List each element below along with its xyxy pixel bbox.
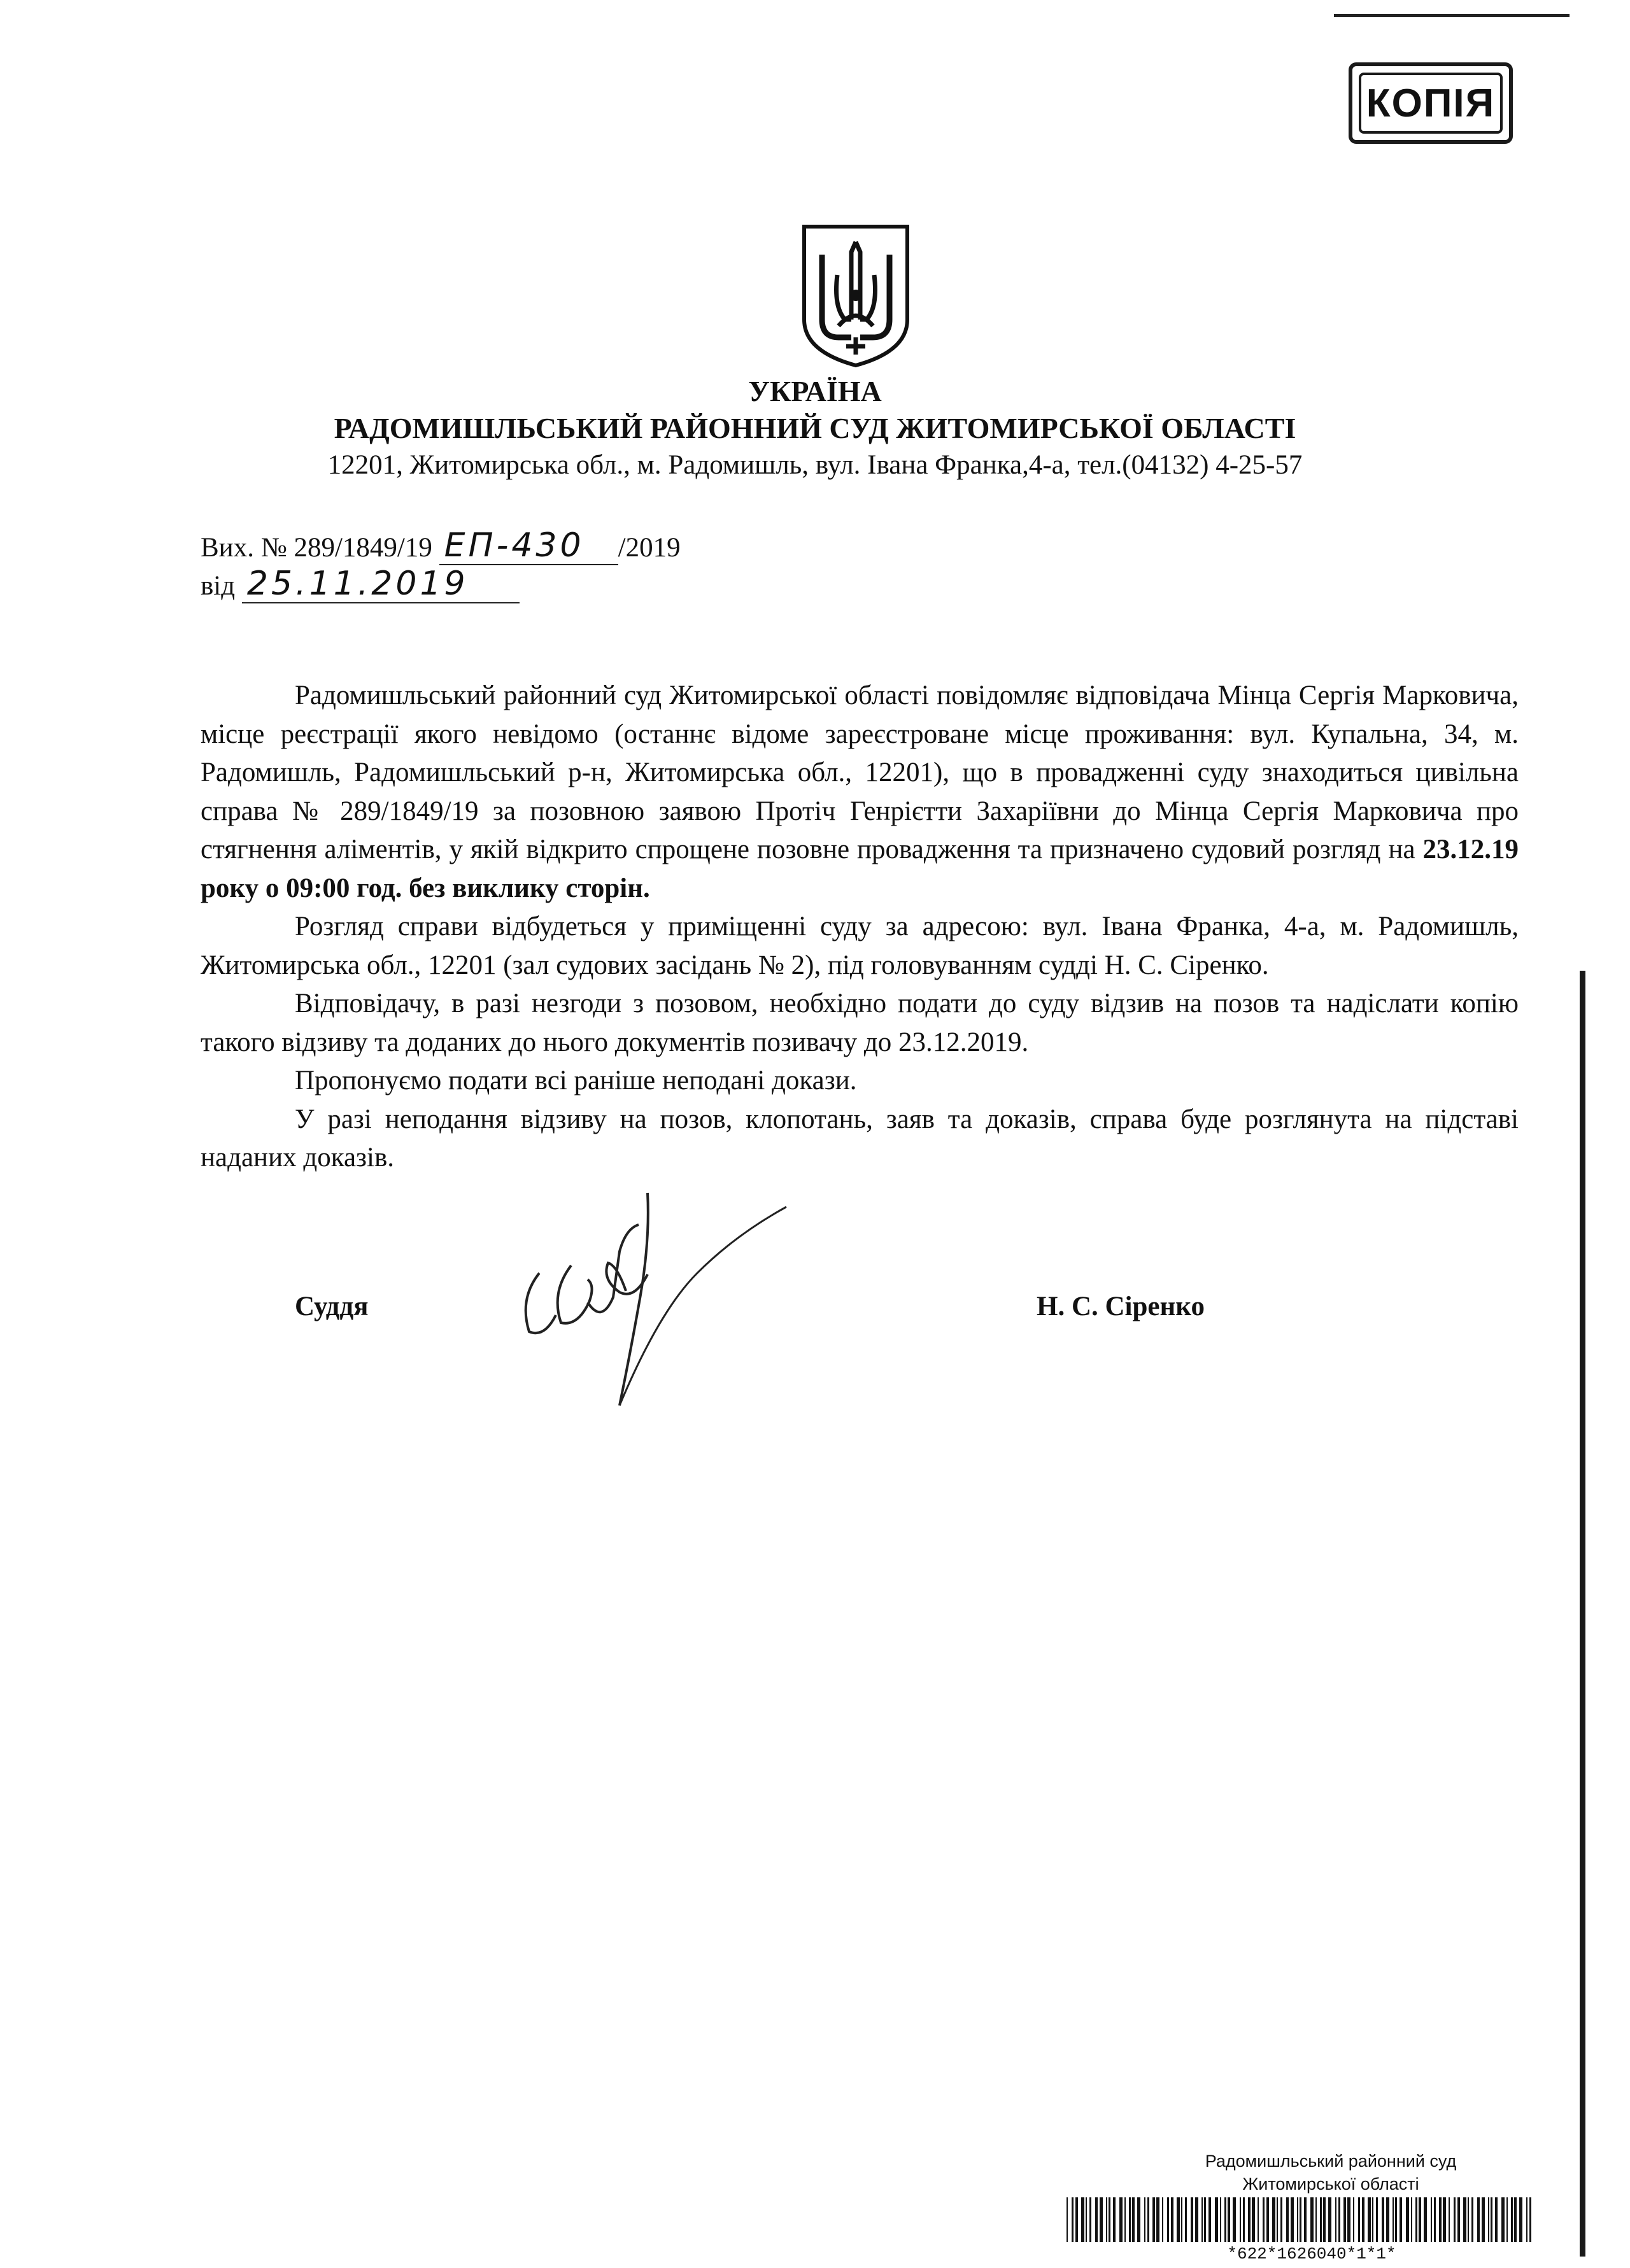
barcode-bar <box>1415 2197 1417 2242</box>
notice-paragraph-1-text: Радомишльський районний суд Житомирської області повідомляє відповідача Мінца Сергія Марковича, місце реєстрації якого невідомо (останнє відоме зареєстроване місце проживання: вул. Купальна, 34, м. Радомишль, Радомишльський р-н, Житомирська обл., 12201), що в провадженні суду знаходиться цивільна справа № 289/1849/19 за позовною заявою Протіч Генрієтти Захаріївни до Мінца Сергія Марковича про стягнення аліментів, у якій відкрито спрощене позовне провадження та призначено судовий розгляд на <box>201 680 1519 864</box>
barcode-bar <box>1362 2197 1364 2242</box>
barcode-bar <box>1100 2197 1103 2242</box>
barcode-bar <box>1297 2197 1298 2242</box>
barcode-bar <box>1081 2197 1084 2242</box>
barcode-bar <box>1347 2197 1350 2242</box>
barcode-bar <box>1272 2197 1275 2242</box>
barcode-bar <box>1300 2197 1301 2242</box>
barcode-bar <box>1454 2197 1456 2242</box>
barcode-bar <box>1152 2197 1155 2242</box>
barcode-bar <box>1204 2197 1206 2242</box>
barcode-bar <box>1468 2197 1469 2242</box>
barcode-bar <box>1124 2197 1126 2242</box>
barcode-bar <box>1228 2197 1230 2242</box>
barcode-bar <box>1400 2197 1402 2242</box>
barcode-bar <box>1353 2197 1354 2242</box>
barcode-bar <box>1424 2197 1427 2242</box>
barcode-bar <box>1382 2197 1384 2242</box>
barcode-bar <box>1488 2197 1489 2242</box>
barcode-bar <box>1310 2197 1314 2242</box>
signature-name: Н. С. Сіренко <box>1037 1292 1205 1321</box>
barcode-bar <box>1106 2197 1107 2242</box>
notice-body <box>201 677 1519 1178</box>
outgoing-number-line <box>201 527 681 565</box>
header-court-address: 12201, Житомирська обл., м. Радомишль, вул. Івана Франка,4-а, тел.(04132) 4-25-57 <box>327 450 1303 480</box>
barcode-bar <box>1109 2197 1110 2242</box>
barcode-bar <box>1343 2197 1346 2242</box>
barcode-bar <box>1519 2197 1522 2242</box>
barcode-text: *622*1626040*1*1* <box>1227 2244 1396 2264</box>
barcode-bar <box>1434 2197 1436 2242</box>
barcode-bar <box>1495 2197 1498 2242</box>
barcode-bar <box>1137 2197 1140 2242</box>
outgoing-date-line <box>201 565 520 603</box>
barcode-bar <box>1501 2197 1505 2242</box>
coat-of-arms-icon <box>800 224 911 368</box>
barcode-bar <box>1368 2197 1371 2242</box>
hearing-date-bold: 23.12.19 року о 09:00 год. без виклику сторін. <box>201 835 1519 903</box>
outgoing-year: /2019 <box>618 533 681 563</box>
barcode-bar <box>1075 2197 1078 2242</box>
barcode-bar <box>1243 2197 1245 2242</box>
barcode-bar <box>1144 2197 1145 2242</box>
barcode-bar <box>1215 2197 1218 2242</box>
header-country: УКРАЇНА <box>748 375 882 407</box>
notice-paragraph-4: Пропонуємо подати всі раніше неподані докази. <box>295 1066 857 1095</box>
barcode-bar <box>1195 2197 1198 2242</box>
barcode-bar <box>1291 2197 1294 2242</box>
barcode-bar <box>1477 2197 1480 2242</box>
scan-edge-right <box>1580 971 1585 2257</box>
barcode-bar <box>1386 2197 1389 2242</box>
barcode-bar <box>1506 2197 1508 2242</box>
barcode-bar <box>1233 2197 1236 2242</box>
barcode-bar <box>1167 2197 1169 2242</box>
barcode-bar <box>1224 2197 1226 2242</box>
barcode-bar <box>1328 2197 1331 2242</box>
barcode-bar <box>1089 2197 1091 2242</box>
barcode-bar <box>1463 2197 1466 2242</box>
header-court-name: РАДОМИШЛЬСЬКИЙ РАЙОННИЙ СУД ЖИТОМИРСЬКОЇ ОБЛАСТІ <box>334 412 1296 444</box>
barcode-bar <box>1191 2197 1193 2242</box>
barcode-bar <box>1252 2197 1255 2242</box>
handwritten-outgoing-number: ЕП-430 <box>439 527 618 565</box>
copy-stamp-label: КОПІЯ <box>1359 73 1503 134</box>
barcode-bar <box>1482 2197 1485 2242</box>
barcode-bar <box>1147 2197 1149 2242</box>
barcode-bar <box>1335 2197 1336 2242</box>
barcode-bar <box>1457 2197 1460 2242</box>
scan-edge-top <box>1334 14 1570 17</box>
barcode-bar <box>1280 2197 1282 2242</box>
notice-paragraph-1 <box>201 677 1519 908</box>
barcode-bar <box>1315 2197 1317 2242</box>
barcode-bar <box>1471 2197 1473 2242</box>
barcode-bar <box>1162 2197 1163 2242</box>
notice-paragraph-2: Розгляд справи відбудеться у приміщенні суду за адресою: вул. Івана Франка, 4-а, м. Радомишль, Житомирська обл., 12201 (зал судових засідань № 2), під головуванням судді Н. С. Сіренко. <box>201 912 1519 980</box>
barcode-bar <box>1277 2197 1278 2242</box>
barcode-bar <box>1395 2197 1397 2242</box>
barcode <box>1067 2197 1534 2242</box>
barcode-bar <box>1286 2197 1289 2242</box>
footer-court-line-1: Радомишльський районний суд <box>1205 2152 1457 2171</box>
barcode-bar <box>1072 2197 1074 2242</box>
barcode-bar <box>1067 2197 1068 2242</box>
barcode-bar <box>1443 2197 1446 2242</box>
barcode-bar <box>1132 2197 1135 2242</box>
barcode-bar <box>1511 2197 1513 2242</box>
barcode-bar <box>1338 2197 1340 2242</box>
barcode-bar <box>1263 2197 1265 2242</box>
barcode-bar <box>1372 2197 1373 2242</box>
barcode-bar <box>1358 2197 1360 2242</box>
barcode-bar <box>1431 2197 1432 2242</box>
barcode-bar <box>1411 2197 1412 2242</box>
barcode-bar <box>1185 2197 1187 2242</box>
barcode-bar <box>1406 2197 1409 2242</box>
barcode-bar <box>1248 2197 1251 2242</box>
notice-paragraph-3: Відповідачу, в разі незгоди з позовом, необхідно подати до суду відзив на позов та надіслати копію такого відзиву та доданих до нього документів позивачу до 23.12.2019. <box>201 989 1519 1057</box>
barcode-bar <box>1171 2197 1173 2242</box>
barcode-bar <box>1129 2197 1131 2242</box>
barcode-bar <box>1119 2197 1123 2242</box>
barcode-bar <box>1514 2197 1517 2242</box>
barcode-bar <box>1266 2197 1269 2242</box>
handwritten-outgoing-date: 25.11.2019 <box>242 565 520 603</box>
notice-paragraph-5: У разі неподання відзиву на позов, клопотань, заяв та доказів, справа буде розглянута на підставі наданих доказів. <box>201 1104 1519 1173</box>
barcode-bar <box>1449 2197 1450 2242</box>
barcode-bar <box>1086 2197 1087 2242</box>
barcode-bar <box>1113 2197 1116 2242</box>
barcode-bar <box>1095 2197 1098 2242</box>
barcode-bar <box>1320 2197 1322 2242</box>
outgoing-number-prefix: Вих. № 289/1849/19 <box>201 533 432 563</box>
outgoing-date-prefix: від <box>201 571 236 601</box>
barcode-bar <box>1323 2197 1326 2242</box>
barcode-bar <box>1439 2197 1442 2242</box>
copy-stamp <box>1349 62 1513 144</box>
barcode-bar <box>1526 2197 1527 2242</box>
handwritten-signature <box>506 1190 805 1419</box>
barcode-bar <box>1491 2197 1492 2242</box>
barcode-bar <box>1177 2197 1180 2242</box>
barcode-bar <box>1220 2197 1221 2242</box>
barcode-bar <box>1181 2197 1182 2242</box>
barcode-bar <box>1208 2197 1211 2242</box>
barcode-bar <box>1258 2197 1259 2242</box>
footer-court-line-2: Житомирської області <box>1242 2174 1419 2194</box>
barcode-bar <box>1240 2197 1241 2242</box>
barcode-bar <box>1393 2197 1394 2242</box>
barcode-bar <box>1529 2197 1531 2242</box>
barcode-bar <box>1376 2197 1378 2242</box>
barcode-bar <box>1304 2197 1307 2242</box>
signature-role: Суддя <box>295 1292 369 1321</box>
barcode-bar <box>1201 2197 1203 2242</box>
barcode-bar <box>1419 2197 1421 2242</box>
barcode-bar <box>1156 2197 1159 2242</box>
